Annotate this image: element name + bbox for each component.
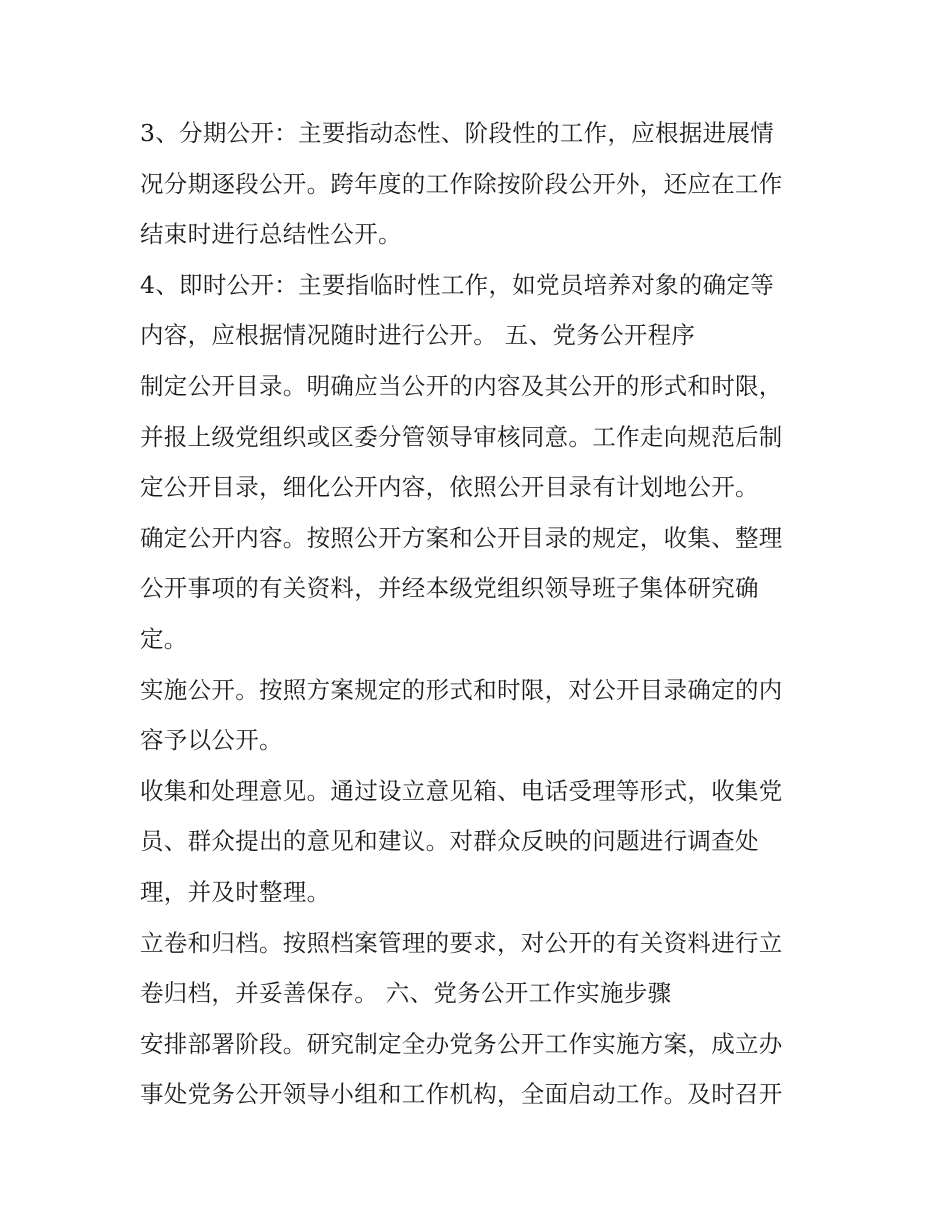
text-line: 确定公开内容。按照公开方案和公开目录的规定，收集、整理 [140,523,783,552]
text-line: 内容，应根据情况随时进行公开。 五、党务公开程序 [140,321,696,350]
text-line: 卷归档，并妥善保存。 六、党务公开工作实施步骤 [140,979,672,1008]
text-line: 安排部署阶段。研究制定全办党务公开工作实施方案，成立办 [140,1029,783,1058]
text-line: 收集和处理意见。通过设立意见箱、电话受理等形式，收集党 [140,776,783,805]
text-line: 3、分期公开：主要指动态性、阶段性的工作，应根据进展情 [140,119,775,147]
text-line: 制定公开目录。明确应当公开的内容及其公开的形式和时限， [140,371,783,400]
text-line: 结束时进行总结性公开。 [140,220,402,249]
document-body [140,108,820,1120]
text-line: 事处党务公开领导小组和工作机构，全面启动工作。及时召开 [140,1080,783,1109]
text-line: 况分期逐段公开。跨年度的工作除按阶段公开外，还应在工作 [140,169,783,198]
text-line: 容予以公开。 [140,726,283,755]
text-line: 4、即时公开：主要指临时性工作，如党员培养对象的确定等 [140,270,775,299]
text-line: 定公开目录，细化公开内容，依照公开目录有计划地公开。 [140,473,759,502]
text-line: 实施公开。按照方案规定的形式和时限，对公开目录确定的内 [140,675,783,704]
text-line: 员、群众提出的意见和建议。对群众反映的问题进行调查处 [140,827,759,856]
text-line: 立卷和归档。按照档案管理的要求，对公开的有关资料进行立 [140,928,783,957]
text-line: 公开事项的有关资料，并经本级党组织领导班子集体研究确 [140,574,759,603]
text-line: 并报上级党组织或区委分管领导审核同意。工作走向规范后制 [140,422,783,451]
text-line: 理，并及时整理。 [140,877,331,906]
text-line: 定。 [140,624,188,653]
